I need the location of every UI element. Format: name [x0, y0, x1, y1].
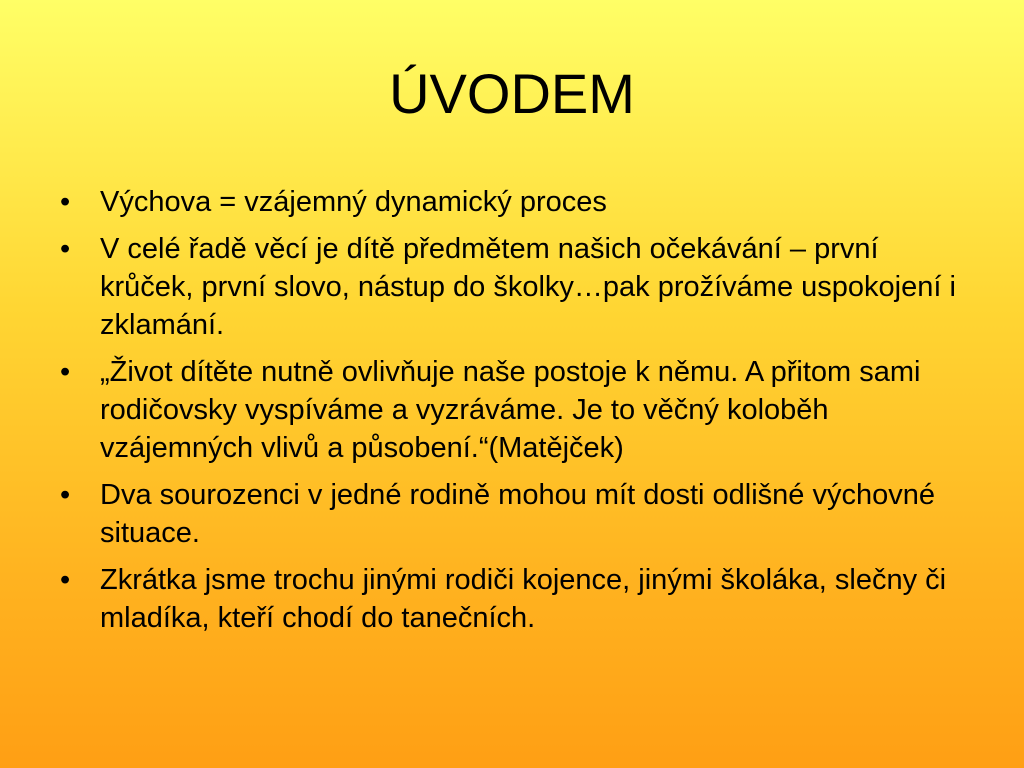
bullet-marker: • — [60, 564, 71, 596]
bullet-marker: • — [60, 356, 71, 388]
bullet-item — [58, 353, 978, 467]
bullet-item — [58, 476, 978, 552]
bullet-marker: • — [60, 233, 71, 265]
bullet-marker: • — [60, 186, 71, 218]
bullet-item — [58, 561, 978, 637]
bullet-text: Výchova = vzájemný dynamický proces — [100, 186, 607, 218]
bullet-list — [58, 183, 978, 646]
bullet-marker: • — [60, 479, 71, 511]
bullet-text: Zkrátka jsme trochu jinými rodiči kojence, jinými školáka, slečny či mladíka, kteří chodí do tanečních. — [100, 564, 947, 634]
slide-title: ÚVODEM — [389, 62, 635, 125]
bullet-item — [58, 183, 978, 221]
bullet-text: V celé řadě věcí je dítě předmětem našich očekávání – první krůček, první slovo, nástup do školky…pak prožíváme uspokojení i zklamání. — [100, 233, 956, 341]
bullet-text: „Život dítěte nutně ovlivňuje naše postoje k němu. A přitom sami rodičovsky vyspíváme a vyzráváme. Je to věčný koloběh vzájemných vlivů a působení.“(Matějček) — [100, 356, 921, 464]
bullet-text: Dva sourozenci v jedné rodině mohou mít dosti odlišné výchovné situace. — [100, 479, 936, 549]
bullet-item — [58, 230, 978, 344]
